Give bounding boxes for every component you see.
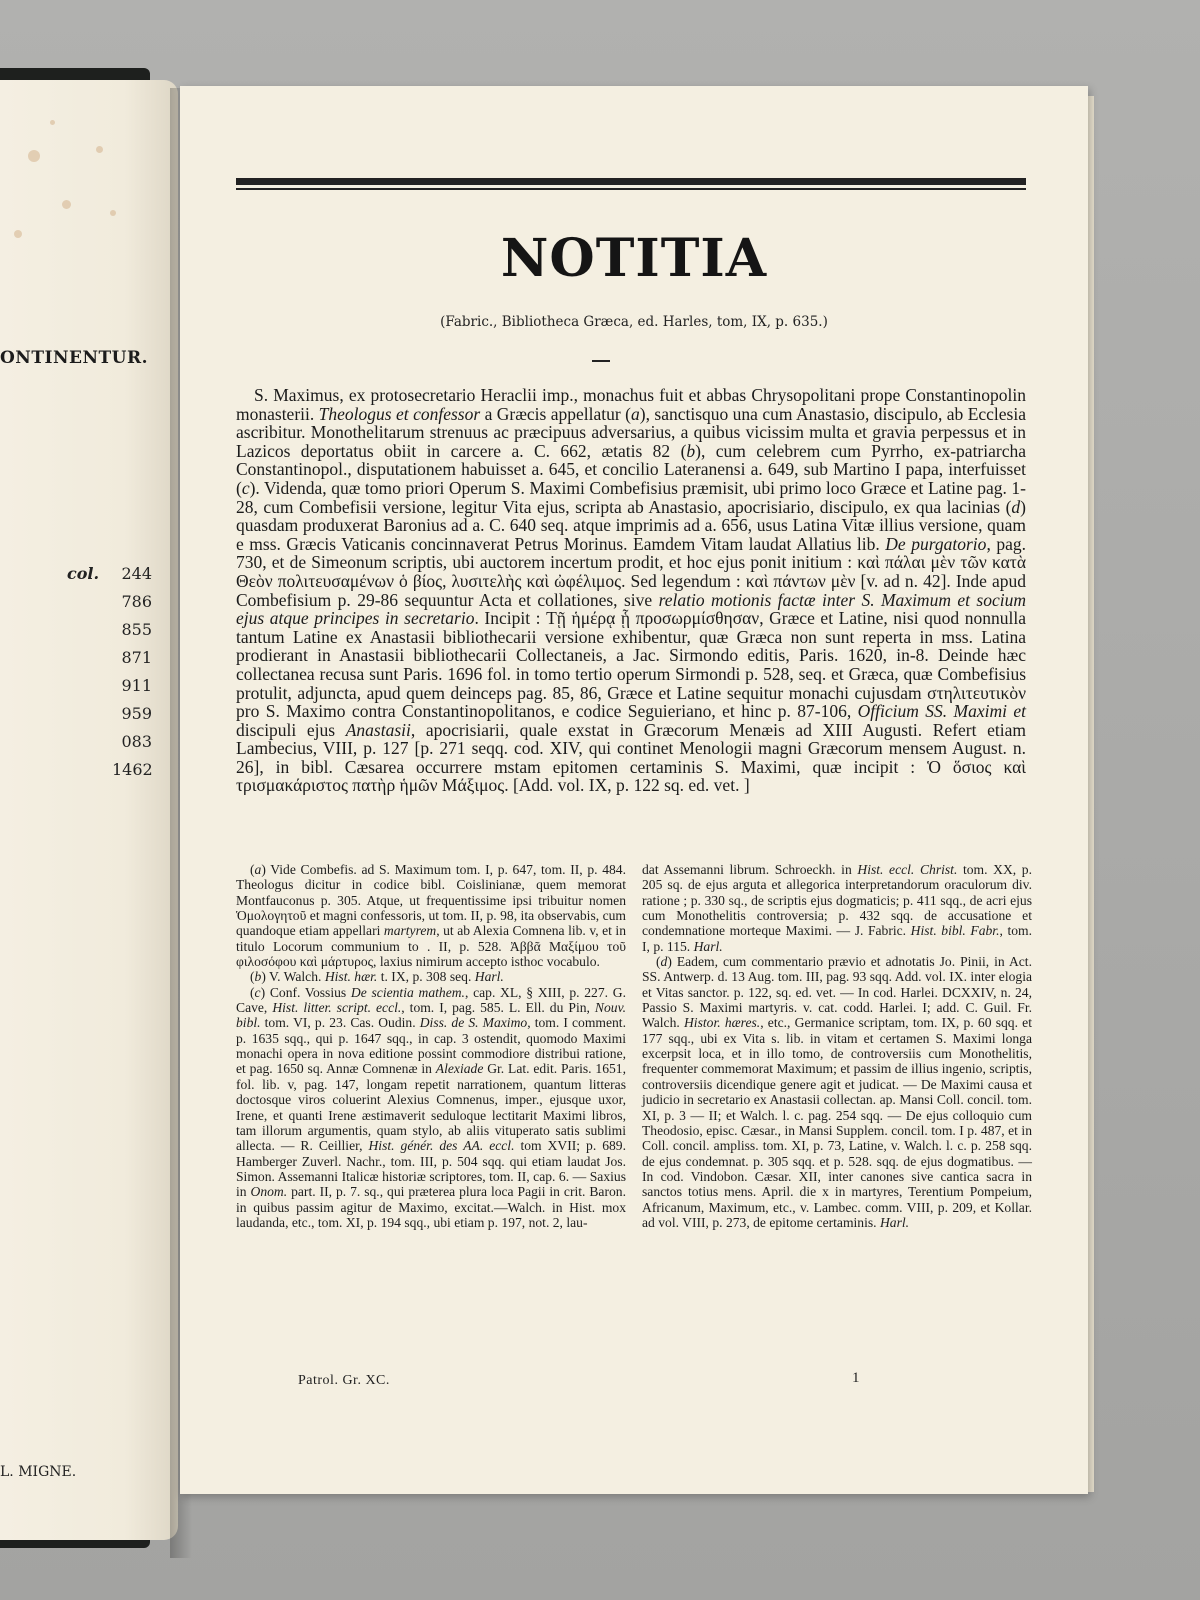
list-item: 1462 <box>112 760 153 779</box>
page-title: NOTITIA <box>500 228 768 289</box>
left-page-footer: L. MIGNE. <box>0 1464 77 1480</box>
left-page-heading: ONTINENTUR. <box>0 348 149 368</box>
left-page-column-list <box>112 564 152 788</box>
right-page <box>180 86 1088 1494</box>
footer-signature: Patrol. Gr. XC. <box>298 1373 390 1388</box>
foxing-spot <box>28 150 40 162</box>
footnote-d: (d) Eadem, cum commentario prævio et adnotatis Jo. Pinii, in Act. SS. Antwerp. d. 13 Aug. tom. III, pag. 93 sqq. Add. vol. IX. inter elogia et Vitas sanctor. p. 122, sq. ed. vet. — In cod. Harlei. DCXXIV, n. 24, Passio S. Maximi martyris. v. cat. codd. Harlei. I; add. C. Guil. Fr. Walch. Histor. hæres., etc., Germanice scriptam, tom. IX, p. 60 sqq. et 177 sqq., ubi ex Vita s. lib. in vitam et certamen S. Maximi longa excerpsit loca, et in illo tomo, de controversiis cum Monothelitis, frequenter commemorat Maximum; et passim de illius ingenio, scriptis, controversiis dicendique genere agit et judicat. — De Maximi causa et judicio in secretario ex Anastasii collectan. ap. Mansi Coll. concil. tom. XI, p. 3 — II; et Walch. l. c. pag. 254 sqq. — De ejus colloquio cum Theodosio, episc. Cæsar., in Mansi Supplem. concil. tom. I p. 487, et in Coll. concil. ampliss. tom. XI, p. 73, Latine, v. Walch. l. c. p. 258 sqq. de ejus condemnat. p. 305 sqq. et p. 528. sqq. de ejus dogmatibus. — In cod. Vindobon. Cæsar. XII, inter canones sive cantica sacra in sanctos totius mens. April. die x in martyres, Terentium Pompeium, Africanum, Maximum, etc., v. Lambec. comm. VIII, p. 209, et Kollar. ad vol. VIII, p. 273, de epitome certaminis. Harl. <box>642 954 1032 1230</box>
main-body-text: S. Maximus, ex protosecretario Heraclii imp., monachus fuit et abbas Chrysopolitani prope Constantinopolin monasterii. Theologus et confessor a Græcis appellatur (a), sanctisquo una cum Anastasio, discipulo, ab Ecclesia ascribitur. Monothelitarum strenuus ac præcipuus adversarius, a quibus vicissim multa et gravia perpessus et in Lazicos deportatus obiit in carcere a. C. 662, ætatis 82 (b), cum celebrem cum Pyrrho, ex-patriarcha Constantinopol., disputationem habuisset a. 645, et concilio Lateranensi a. 649, sub Martino I papa, interfuisset (c). Videnda, quæ tomo priori Operum S. Maximi Combefisius præmisit, ubi primo loco Græce et Latine pag. 1-28, cum Combefisii versione, legitur Vita ejus, scripta ab Anastasio, apocrisiario, discipulo, ex qua lacinias (d) quasdam produxerat Baronius ad a. C. 640 seq. atque imprimis ad a. 656, usus Latina Vitæ illius versione, quam e mss. Græcis Vaticanis concinnaverat Petrus Morinus. Eamdem Vitam laudat Allatius lib. De purgatorio, pag. 730, et de Simeonum scriptis, ubi auctorem incertum prodit, et hoc ejus ponit initium : καὶ πάλαι μὲν τῶν κατὰ Θεὸν πολιτευσαμένων ὁ βίος, λυσιτελὴς καὶ ὠφέλιμος. Sed legendum : καὶ πάντων μὲν [v. ad n. 42]. Inde apud Combefisium p. 29-86 sequuntur Acta et collationes, sive relatio motionis factæ inter S. Maximum et socium ejus atque principes in secretario. Incipit : Τῇ ἡμέρᾳ ᾗ προσωρμίσθησαν, Græce et Latine, nisi quod nonnulla tantum Latine ex Anastasii bibliothecarii versione exhibentur, quæ Græca non sunt reperta in mss. Latina prodierant in Anastasii bibliothecarii Collectaneis, a Jac. Sirmondo editis, Paris. 1620, in-8. Deinde hæc collectanea recusa sunt Paris. 1696 fol. in tomo tertio operum Sirmondi p. 528, seq. et Græca, quæ Combefisius protulit, adjuncta, apud quem deinceps pag. 85, 86, Græce et Latine sequitur monachi cujusdam στηλιτευτικὸν pro S. Maximo contra Constantinopolitanos, e codice Seguieriano, et hinc p. 87-106, Officium SS. Maximi et discipuli ejus Anastasii, apocrisiarii, quale exstat in Græcorum Menæis ad XIII Augusti. Refert etiam Lambecius, VIII, p. 127 [p. 271 seqq. cod. XIV, qui continet Menologii magni Græcorum mensem August. n. 26], in bibl. Cæsarea occurrere mstam epitomen certaminis S. Maximi, quæ incipit : Ὁ ὅσιος καὶ τρισμακάριστος πατὴρ ἡμῶν Μάξιμος. [Add. vol. IX, p. 122 sq. ed. vet. ] <box>236 385 1027 796</box>
header-rule-thick <box>236 178 1026 185</box>
list-item: 911 <box>121 676 152 695</box>
footnote-c: (c) Conf. Vossius De scientia mathem., cap. XL, § XIII, p. 227. G. Cave, Hist. litter. script. eccl., tom. I, pag. 585. L. Ell. du Pin, Nouv. bibl. tom. VI, p. 23. Cas. Oudin. Diss. de S. Maximo, tom. I comment. p. 1635 sqq., qui p. 1647 sqq., in cap. 3 ostendit, quomodo Maximi monachi opera in nova editione possint commodiore distribui ratione, et pag. 1650 sq. Annæ Comnenæ in Alexiade Gr. Lat. edit. Paris. 1651, fol. lib. v, pag. 147, longam repetit narrationem, quantum litteras doctosque viros coluerint Alexius Comnenus, imper., ejusque uxor, Irene, et quanti Irene æstimaverit seduloque lectitarit Maximi libros, tam illorum argumentis, quam stylo, ab aliis vituperato satis sublimi allecta. — R. Ceillier, Hist. génér. des AA. eccl. tom XVII; p. 689. Hamberger Zuverl. Nachr., tom. III, p. 504 sqq. qui etiam laudat Jos. Simon. Assemanni Italicæ historiæ scriptores, tom. II, cap. 6. — Saxius in Onom. part. II, p. 7. sq., qui præterea plura loca Pagii in crit. Baron. in quibus passim agitur de Maximo, excitat.—Walch. in Hist. mox laudanda, etc., tom. XI, p. 194 sqq., ubi etiam p. 197, not. 2, lau- <box>236 984 627 1230</box>
foxing-spot <box>96 146 103 153</box>
page-subtitle: (Fabric., Bibliotheca Græca, ed. Harles, tom, IX, p. 635.) <box>440 314 828 330</box>
title-divider <box>592 360 610 362</box>
footnote-a: (a) Vide Combefis. ad S. Maximum tom. I, p. 647, tom. II, p. 484. Theologus dicitur in codice bibl. Coislinianæ, quem memorat Montfauconus p. 305. Atque, ut frequentissime ipsi tribuitur nomen Ὁμολογητοῦ et magni confessoris, ut tom. II, p. 98, ita observabis, cum quandoque etiam appellari martyrem, ut ab Alexia Comnena lib. v, et in titulo Locorum communium to . II, p. 528. Ἀββᾶ Μαξίμου τοῦ φιλοσόφου καὶ μάρτυρος, laxius nimirum accepto isthoc vocabulo. <box>236 862 626 970</box>
foxing-spot <box>62 200 71 209</box>
list-item: 871 <box>121 648 152 667</box>
list-item: 244 <box>121 564 152 583</box>
list-item: 786 <box>121 592 152 611</box>
list-item: 855 <box>121 620 152 639</box>
page-number: 1 <box>852 1370 860 1386</box>
left-page <box>0 80 178 1540</box>
foxing-spot <box>14 230 22 238</box>
footnote-b: (b) V. Walch. Hist. hær. t. IX, p. 308 seq. Harl. <box>250 969 504 985</box>
page-edge <box>1088 96 1094 1492</box>
list-item: 959 <box>121 704 152 723</box>
left-page-col-label: col. <box>67 564 100 583</box>
foxing-spot <box>50 120 55 125</box>
footnotes-left-column <box>236 862 626 1230</box>
footnotes-right-column <box>642 862 1032 1230</box>
footnote-c-continued: dat Assemanni librum. Schroeckh. in Hist. eccl. Christ. tom. XX, p. 205 sq. de ejus arguta et allegorica interpretandorum oraculorum div. ratione ; p. 330 sq., de scriptis ejus dogmaticis; p. 411 sqq., de acri ejus cum Monothelitis controversia; p. 432 sqq. de accusatione et condemnatione morteque Maximi. — J. Fabric. Hist. bibl. Fabr., tom. I, p. 115. Harl. <box>642 862 1032 954</box>
foxing-spot <box>110 210 116 216</box>
list-item: 083 <box>121 732 152 751</box>
header-rule-thin <box>236 188 1026 190</box>
